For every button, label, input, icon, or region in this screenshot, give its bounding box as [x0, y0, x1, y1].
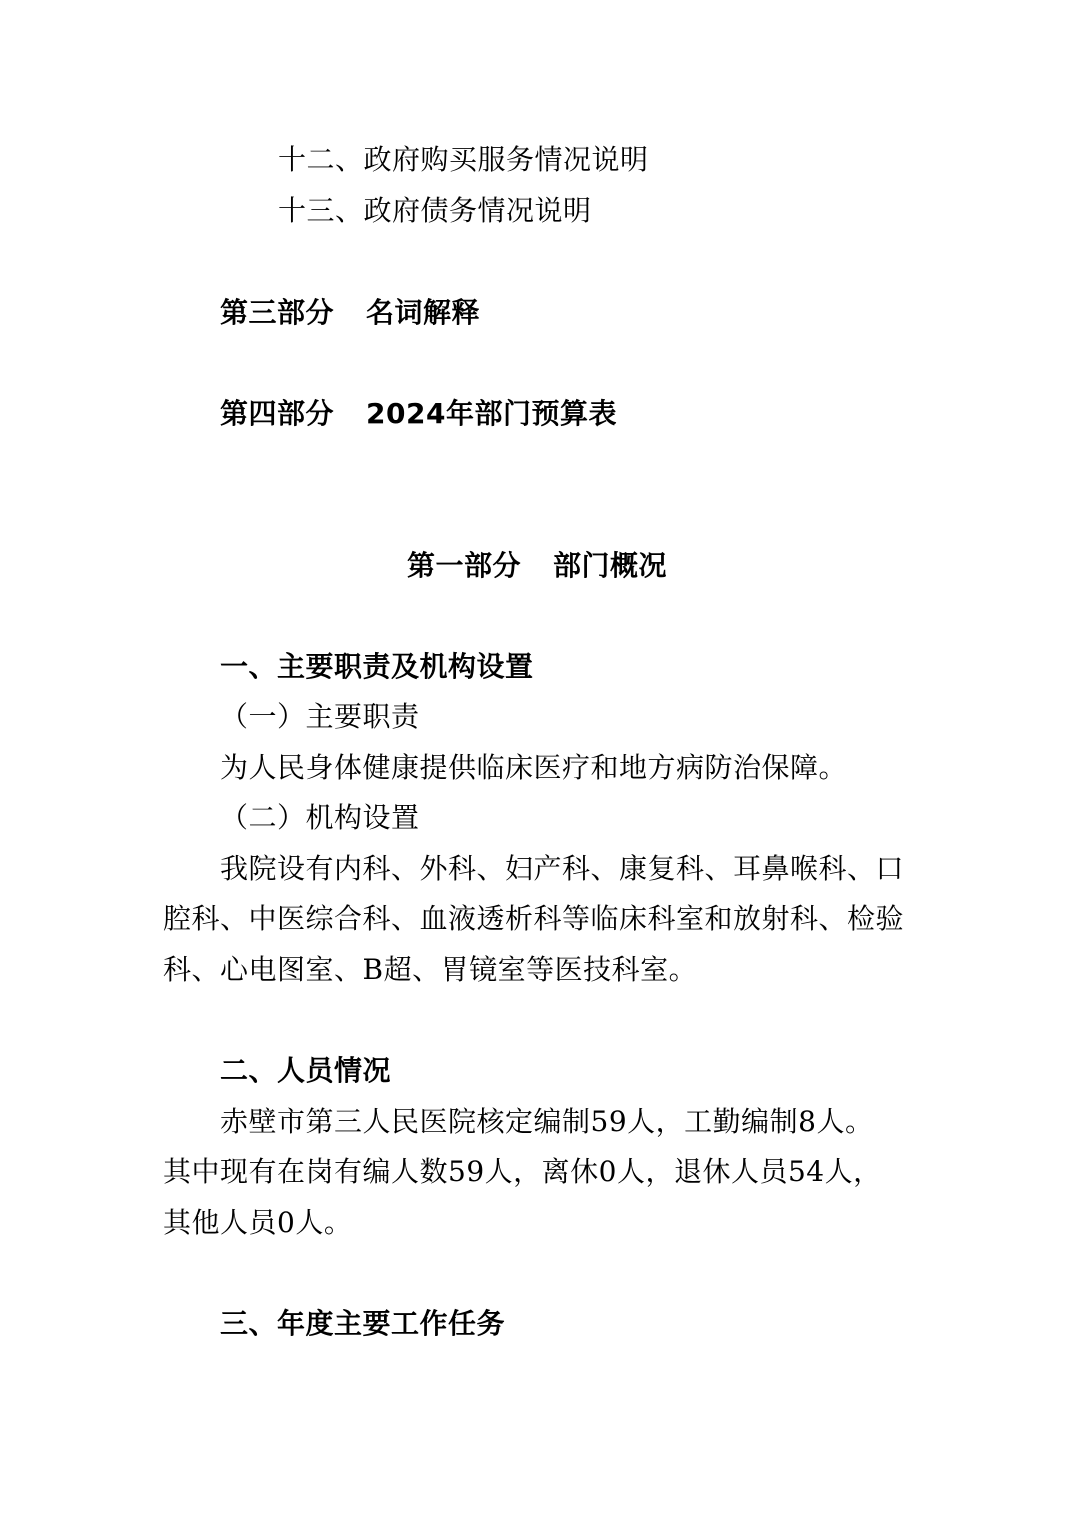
- part1-label: 第一部分: [407, 549, 522, 582]
- section3-heading: 三、年度主要工作任务: [220, 1307, 506, 1340]
- part1-title: 部门概况: [553, 549, 668, 582]
- toc-part4: [220, 396, 617, 432]
- toc-part3: [220, 295, 480, 331]
- section1-heading: 一、主要职责及机构设置: [220, 650, 534, 683]
- section2-line1: 赤壁市第三人民医院核定编制59人，工勤编制8人。: [220, 1105, 874, 1138]
- section2-line2: 其中现有在岗有编人数59人，离休0人，退休人员54人，: [163, 1155, 882, 1188]
- section1-sub1-heading: （一）主要职责: [220, 700, 420, 733]
- section2-heading: 二、人员情况: [220, 1054, 392, 1087]
- toc-item-13: 十三、政府债务情况说明: [278, 194, 592, 227]
- section1-sub1-text: 为人民身体健康提供临床医疗和地方病防治保障。: [220, 751, 848, 784]
- toc-part4-label: 第四部分: [220, 397, 335, 430]
- section1-sub2-line2: 腔科、中医综合科、血液透析科等临床科室和放射科、检验: [163, 902, 905, 935]
- section2-line3: 其他人员0人。: [163, 1206, 353, 1239]
- toc-part4-title: 2024年部门预算表: [366, 397, 617, 430]
- toc-part3-title: 名词解释: [366, 296, 481, 329]
- toc-item-12: 十二、政府购买服务情况说明: [278, 143, 649, 176]
- section1-sub2-line1: 我院设有内科、外科、妇产科、康复科、耳鼻喉科、口: [220, 852, 905, 885]
- section1-sub2-heading: （二）机构设置: [220, 801, 420, 834]
- part1-heading: [407, 548, 667, 584]
- section1-sub2-line3: 科、心电图室、B超、胃镜室等医技科室。: [163, 953, 698, 986]
- toc-part3-label: 第三部分: [220, 296, 335, 329]
